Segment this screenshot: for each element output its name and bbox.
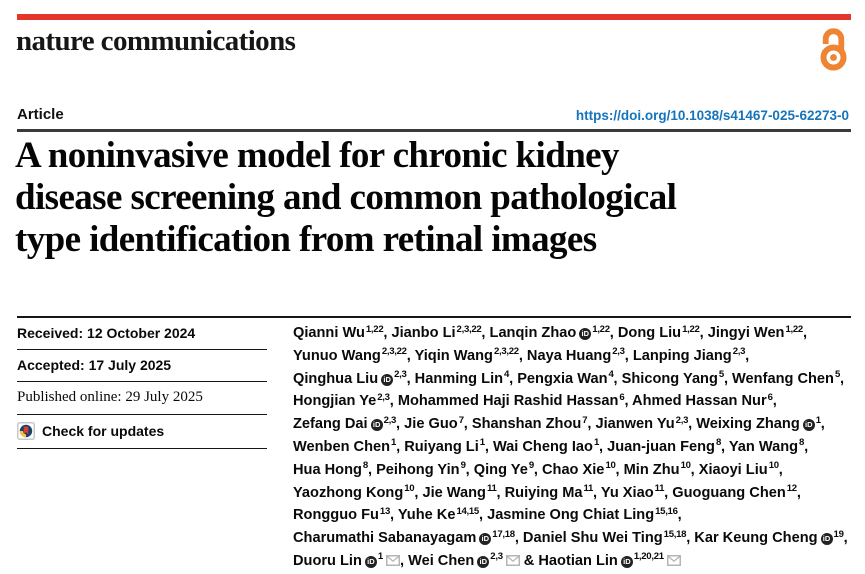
author: [293, 348, 407, 364]
author: [472, 416, 588, 432]
author: [391, 325, 481, 341]
author-separator: ,: [390, 507, 398, 524]
author-name: Wenfang Chen: [732, 370, 834, 387]
title-line-1: A noninvasive model for chronic kidney: [15, 135, 619, 176]
author-line: [293, 414, 855, 437]
author-name: Hongjian Ye: [293, 393, 377, 410]
affiliation-superscript: 10: [605, 460, 616, 472]
author-line: [293, 528, 855, 551]
author: [672, 485, 797, 501]
author-line: [293, 391, 855, 414]
author: [624, 462, 691, 478]
author-list: [293, 318, 855, 574]
affiliation-superscript: 1,22: [682, 323, 700, 335]
orcid-icon[interactable]: iD: [821, 533, 833, 545]
author-name: Wenben Chen: [293, 438, 391, 455]
author: [404, 439, 485, 455]
author-line: [293, 369, 855, 392]
author-separator: ,: [518, 347, 527, 364]
author-name: Jianbo Li: [391, 325, 456, 341]
affiliation-superscript: 9: [528, 460, 534, 472]
affiliation-superscript: 8: [799, 437, 805, 449]
author: [415, 371, 509, 387]
author-separator: ,: [396, 416, 405, 433]
crossmark-icon: [17, 422, 35, 440]
author-separator: ,: [615, 461, 624, 478]
author-line: [293, 346, 855, 369]
orcid-icon[interactable]: iD: [381, 374, 393, 386]
author-name: Hanming Lin: [414, 370, 504, 387]
affiliation-superscript: 11: [486, 483, 497, 495]
author: [699, 462, 779, 478]
author-name: Duoru Lin: [293, 552, 362, 569]
author-name: Ruiyang Li: [404, 438, 479, 455]
doi-link[interactable]: https://doi.org/10.1038/s41467-025-62273-0: [575, 108, 849, 123]
author-separator: ,: [598, 438, 608, 455]
received-date: Received: 12 October 2024: [17, 318, 267, 350]
author-name: Rongguo Fu: [293, 507, 379, 524]
author-name: Wei Chen: [408, 552, 475, 569]
author-separator: ,: [389, 393, 398, 410]
affiliation-superscript: 2,3: [612, 346, 625, 358]
affiliation-superscript: 4: [504, 369, 510, 381]
author: [694, 530, 843, 546]
affiliation-superscript: 5: [718, 369, 724, 381]
check-for-updates-label: Check for updates: [42, 423, 165, 439]
author: [633, 348, 745, 364]
affiliation-superscript: 15,18: [663, 528, 687, 540]
author-separator: ,: [772, 393, 777, 410]
affiliation-superscript: 2,3: [394, 369, 407, 381]
author-separator: ,: [533, 461, 542, 478]
affiliation-superscript: 11: [654, 483, 665, 495]
email-icon[interactable]: [506, 553, 520, 569]
author: [422, 485, 496, 501]
author-separator: ,: [383, 325, 392, 341]
author-name: Hua Hong: [293, 461, 362, 478]
author: [527, 348, 625, 364]
affiliation-superscript: 1: [377, 551, 383, 563]
author: [293, 439, 396, 455]
title-line-2: disease screening and common pathological: [15, 177, 677, 218]
affiliation-superscript: 10: [768, 460, 779, 472]
author-name: Xiaoyi Liu: [698, 461, 768, 478]
author: [622, 371, 724, 387]
author-line: [293, 460, 855, 483]
author-separator: ,: [613, 370, 622, 387]
author: [517, 371, 613, 387]
affiliation-superscript: 2,3,22: [381, 346, 407, 358]
affiliation-superscript: 10: [680, 460, 691, 472]
author-name: Charumathi Sabanayagam: [293, 530, 477, 547]
author-separator: ,: [843, 530, 848, 547]
author-name: Qinghua Liu: [293, 370, 379, 387]
author: [474, 462, 534, 478]
author-name: Haotian Lin: [538, 552, 618, 569]
author-name: Dong Liu: [617, 325, 682, 341]
author: [607, 439, 721, 455]
author-separator: ,: [463, 416, 472, 433]
author-separator: ,: [367, 461, 377, 478]
author-separator: ,: [664, 484, 673, 501]
author-separator: ,: [690, 461, 699, 478]
journal-logo: nature communications: [16, 25, 296, 57]
affiliation-superscript: 15,16: [655, 505, 678, 517]
author-name: Shicong Yang: [621, 370, 718, 387]
affiliation-superscript: 1,22: [365, 323, 384, 335]
author: [404, 416, 464, 432]
orcid-icon[interactable]: iD: [579, 328, 591, 340]
affiliation-superscript: 6: [767, 391, 773, 403]
affiliation-superscript: 13: [379, 505, 390, 517]
affiliation-superscript: 6: [619, 391, 625, 403]
author-separator: ,: [723, 370, 733, 387]
author-name: Kar Keung Cheng: [694, 530, 818, 547]
author-separator: ,: [478, 507, 488, 524]
author-separator: ,: [587, 416, 596, 433]
affiliation-superscript: 2,3: [675, 414, 689, 426]
author: [293, 371, 407, 387]
author-separator: ,: [796, 484, 801, 501]
author-separator: ,: [677, 507, 682, 524]
author: [293, 485, 414, 501]
title-line-3: type identification from retinal images: [15, 219, 597, 260]
author-separator: ,: [406, 347, 415, 364]
author: [487, 507, 678, 523]
author: [293, 393, 390, 409]
affiliation-superscript: 2,3: [377, 391, 390, 403]
author: [398, 393, 625, 409]
affiliation-superscript: 1: [593, 437, 599, 449]
author-name: Ahmed Hassan Nur: [632, 393, 767, 410]
author-separator: ,: [745, 347, 750, 364]
author-separator: ,: [688, 416, 697, 433]
author-separator: ,: [484, 438, 493, 455]
affiliation-superscript: 1,22: [785, 323, 803, 335]
author: [542, 462, 616, 478]
affiliation-superscript: 7: [582, 414, 588, 426]
author: [293, 325, 383, 341]
article-history: [17, 318, 267, 449]
author-separator: ,: [406, 370, 415, 387]
affiliation-superscript: 10: [404, 483, 415, 495]
affiliation-superscript: 4: [608, 369, 614, 381]
author-name: Jingyi Wen: [707, 325, 785, 341]
author-name: Daniel Shu Wei Ting: [522, 530, 663, 547]
author-name: Qing Ye: [473, 461, 528, 478]
author-name: Pengxia Wan: [517, 370, 608, 387]
orcid-icon[interactable]: iD: [371, 419, 383, 431]
author-name: Min Zhu: [623, 461, 680, 478]
author-separator: ,: [399, 552, 409, 569]
orcid-icon[interactable]: iD: [477, 556, 489, 568]
author-name: Mohammed Haji Rashid Hassan: [397, 393, 619, 410]
affiliation-superscript: 19: [833, 528, 844, 540]
author: [632, 393, 773, 409]
affiliation-superscript: 2,3: [383, 414, 397, 426]
author-name: Jianwen Yu: [595, 416, 675, 433]
author: [293, 553, 400, 569]
author-name: Yiqin Wang: [414, 347, 493, 364]
open-access-icon: [818, 25, 848, 72]
article-type-label: Article: [17, 106, 64, 123]
author-name: Yunuo Wang: [293, 347, 381, 364]
brand-color-bar: [17, 14, 851, 20]
author: [595, 416, 688, 432]
author-name: Shanshan Zhou: [471, 416, 582, 433]
author-name: Chao Xie: [541, 461, 605, 478]
author-name: Weixing Zhang: [696, 416, 800, 433]
author-name: Jie Wang: [422, 484, 486, 501]
orcid-icon[interactable]: iD: [803, 419, 815, 431]
check-for-updates-button[interactable]: [17, 415, 267, 449]
affiliation-superscript: 12: [786, 483, 797, 495]
orcid-icon[interactable]: iD: [479, 533, 491, 545]
author: [376, 462, 466, 478]
affiliation-superscript: 2,3: [490, 551, 503, 563]
author-name: Zefang Dai: [293, 416, 368, 433]
affiliation-superscript: 1: [479, 437, 485, 449]
author-separator: ,: [778, 461, 783, 478]
affiliation-superscript: 7: [458, 414, 464, 426]
author-name: Jie Guo: [404, 416, 458, 433]
author: [523, 530, 686, 546]
author-name: Peihong Yin: [376, 461, 460, 478]
author: [618, 325, 700, 341]
author: [293, 507, 390, 523]
author: [493, 439, 599, 455]
author-separator: ,: [465, 461, 474, 478]
affiliation-superscript: 1,22: [592, 323, 610, 335]
author: [601, 485, 664, 501]
affiliation-superscript: 1: [391, 437, 397, 449]
author-separator: ,: [624, 347, 633, 364]
author-separator: ,: [509, 370, 518, 387]
author: [696, 416, 821, 432]
author-separator: ,: [609, 325, 618, 341]
author-separator: ,: [699, 325, 708, 341]
affiliation-superscript: 8: [715, 437, 721, 449]
author-name: Naya Huang: [526, 347, 612, 364]
author-name: Lanqin Zhao: [489, 325, 577, 341]
author-separator: ,: [481, 325, 490, 341]
author-separator: ,: [396, 438, 405, 455]
author-name: Qianni Wu: [293, 325, 365, 341]
author-separator: ,: [414, 484, 423, 501]
author-line: [293, 437, 855, 460]
article-title: [15, 135, 857, 261]
affiliation-superscript: 1,20,21: [633, 551, 664, 563]
author-name: Yan Wang: [728, 438, 799, 455]
email-icon[interactable]: [667, 553, 681, 569]
author-separator: &: [519, 552, 539, 569]
author: [490, 325, 610, 341]
author: [505, 485, 593, 501]
author-separator: ,: [624, 393, 633, 410]
affiliation-superscript: 17,18: [492, 528, 515, 540]
author: [293, 462, 368, 478]
author-separator: ,: [496, 484, 505, 501]
author: [732, 371, 840, 387]
author-line: [293, 551, 855, 574]
header-rule: [17, 129, 851, 132]
affiliation-superscript: 2,3,22: [493, 346, 519, 358]
author-name: Yuhe Ke: [397, 507, 456, 524]
affiliation-superscript: 14,15: [456, 505, 479, 517]
author-line: [293, 483, 855, 506]
author: [293, 530, 515, 546]
author-name: Jasmine Ong Chiat Ling: [487, 507, 655, 524]
email-icon[interactable]: [386, 553, 400, 569]
affiliation-superscript: 11: [583, 483, 594, 495]
affiliation-superscript: 2,3: [732, 346, 746, 358]
author-separator: ,: [514, 530, 523, 547]
author-separator: ,: [804, 438, 809, 455]
author: [408, 553, 520, 569]
author-name: Juan-juan Feng: [607, 438, 715, 455]
author: [293, 416, 396, 432]
author-name: Ruiying Ma: [504, 484, 583, 501]
affiliation-superscript: 8: [362, 460, 368, 472]
author-line: [293, 323, 855, 346]
author-separator: ,: [820, 416, 825, 433]
author-line: [293, 505, 855, 528]
author-separator: ,: [686, 530, 695, 547]
author-name: Yaozhong Kong: [293, 484, 404, 501]
author-name: Lanping Jiang: [632, 347, 732, 364]
author-name: Yu Xiao: [600, 484, 654, 501]
author-name: Wai Cheng Iao: [492, 438, 593, 455]
author-name: Guoguang Chen: [672, 484, 786, 501]
orcid-icon[interactable]: iD: [621, 556, 633, 568]
author: [398, 507, 479, 523]
author: [708, 325, 803, 341]
affiliation-superscript: 9: [460, 460, 466, 472]
author: [538, 553, 680, 569]
affiliation-superscript: 1: [815, 414, 821, 426]
affiliation-superscript: 5: [834, 369, 840, 381]
affiliation-superscript: 2,3,22: [456, 323, 482, 335]
author-separator: ,: [720, 438, 729, 455]
published-date: Published online: 29 July 2025: [17, 382, 267, 415]
accepted-date: Accepted: 17 July 2025: [17, 350, 267, 382]
author: [729, 439, 804, 455]
author: [415, 348, 519, 364]
author-separator: ,: [802, 325, 808, 341]
author-separator: ,: [593, 484, 601, 501]
author-separator: ,: [839, 370, 845, 387]
orcid-icon[interactable]: iD: [365, 556, 377, 568]
